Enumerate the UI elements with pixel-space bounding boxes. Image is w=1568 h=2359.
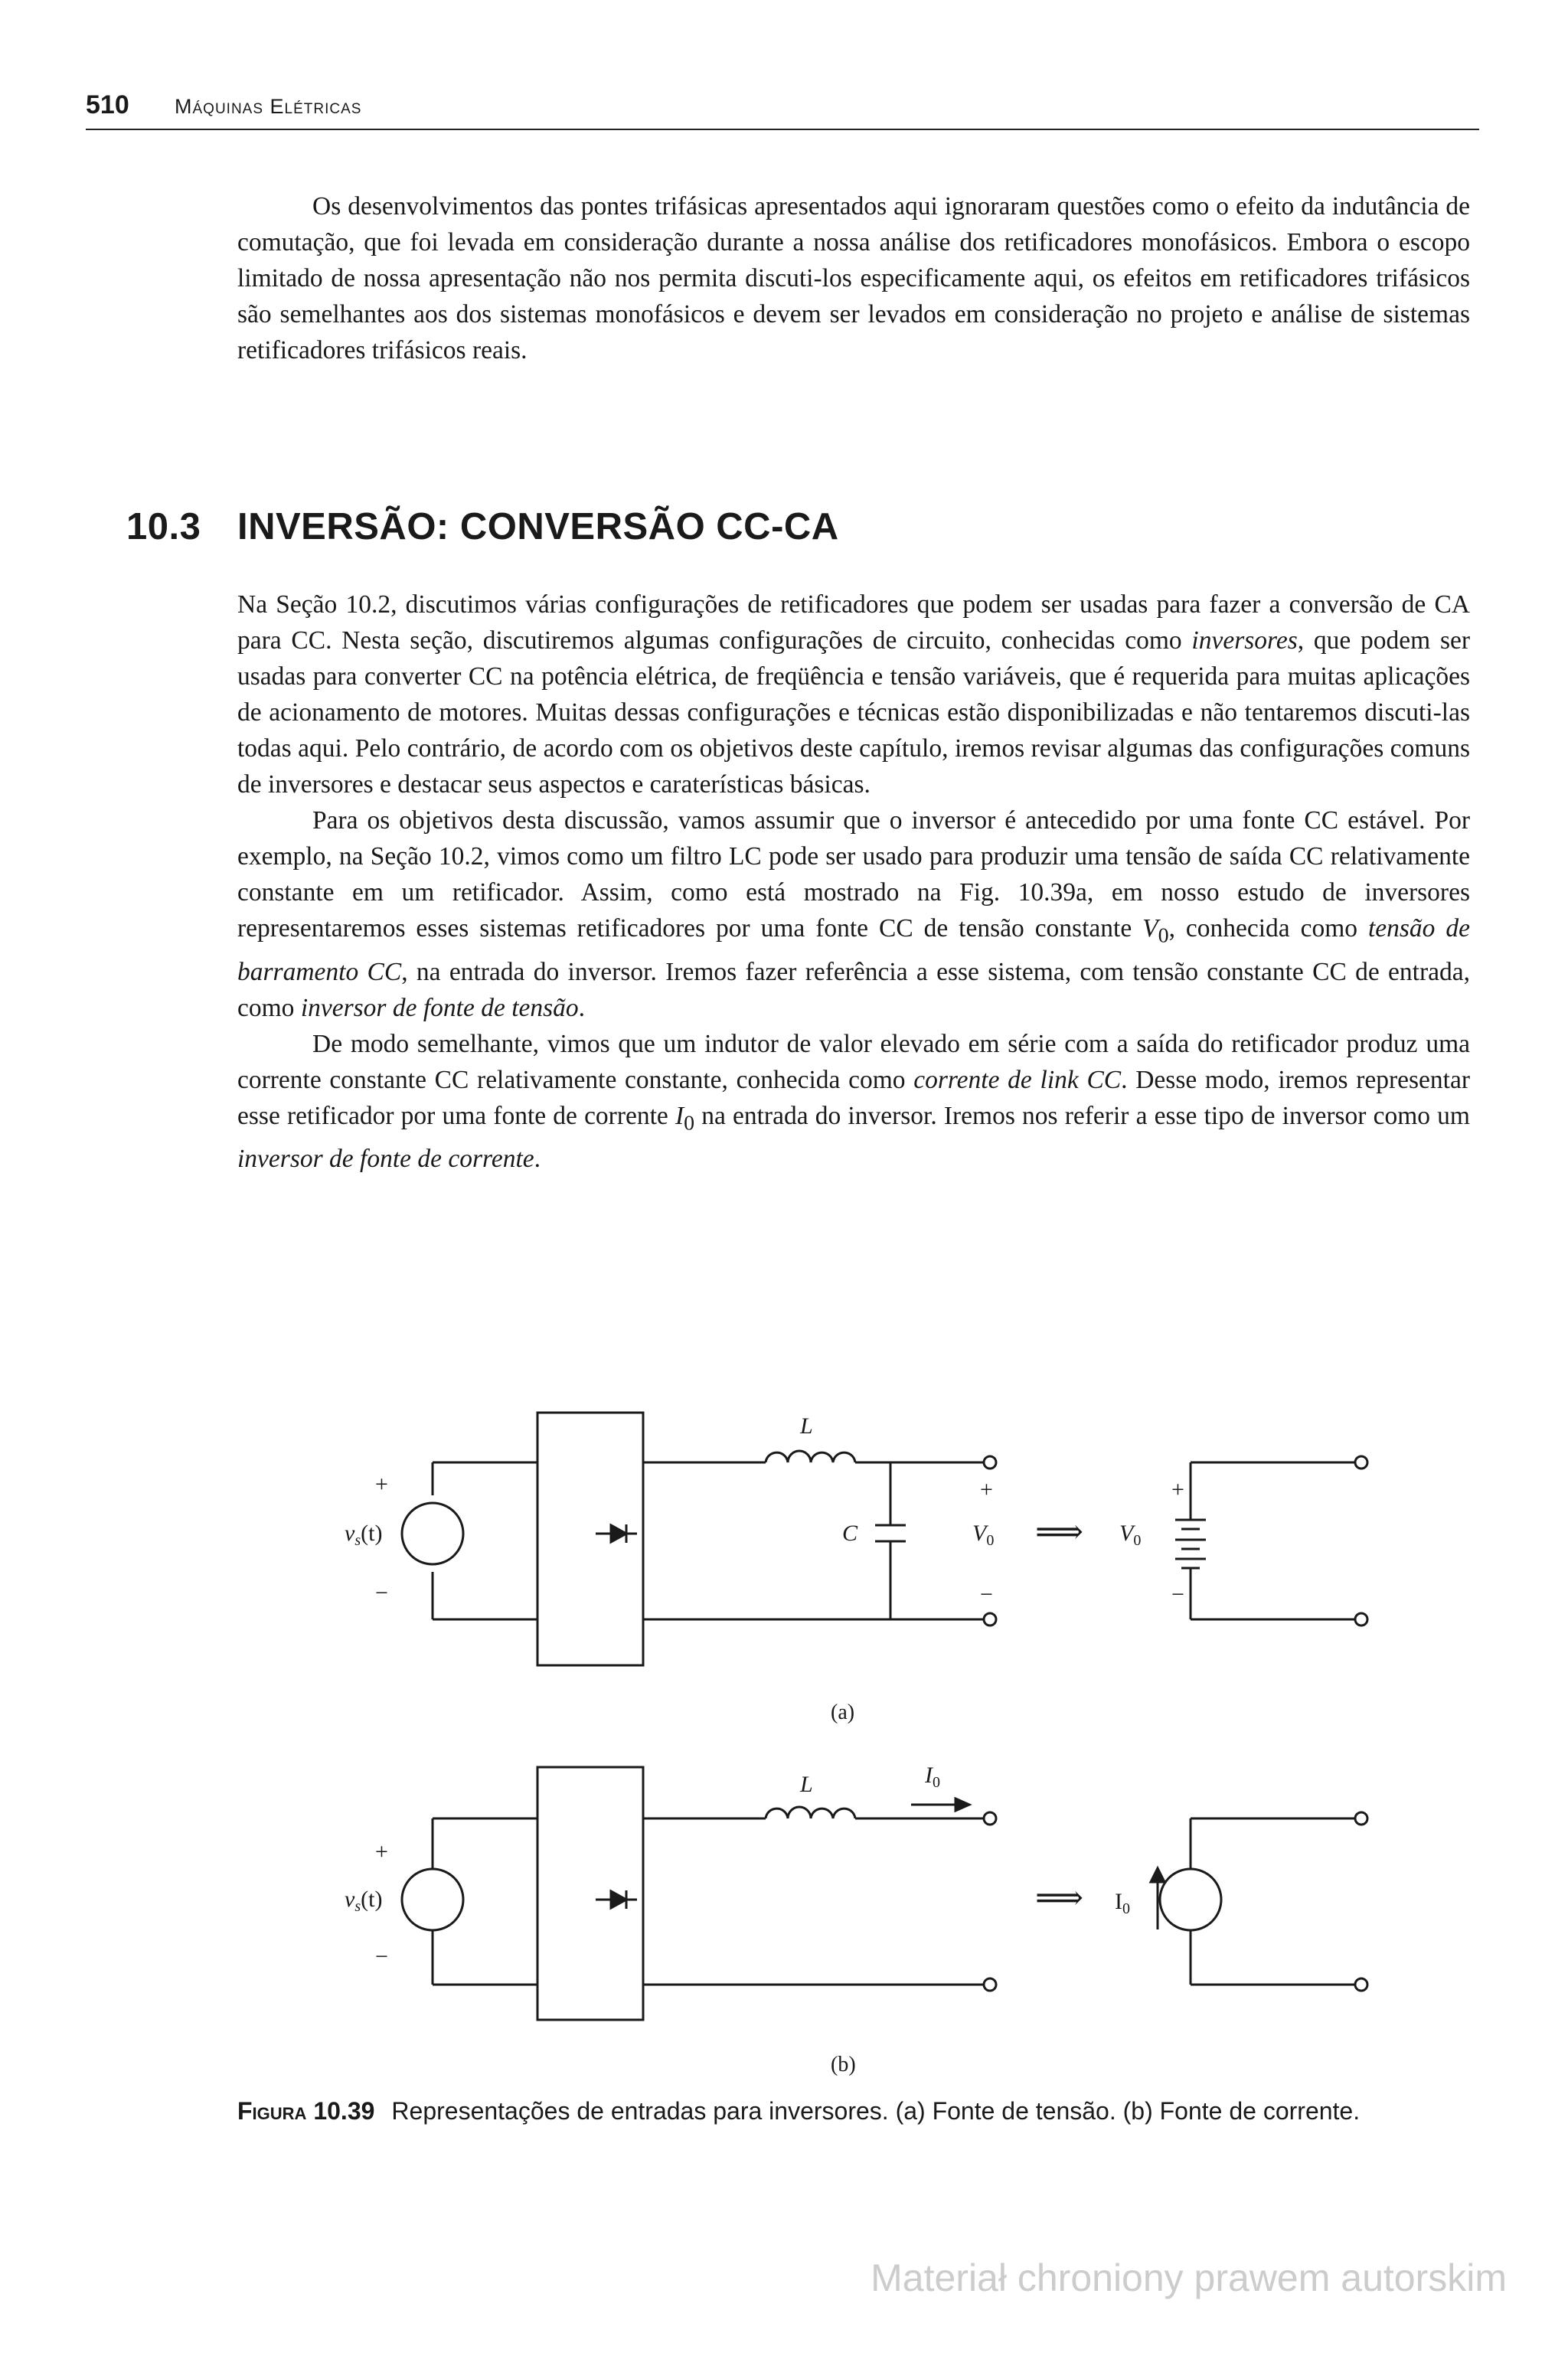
section-number: 10.3 [126,506,201,547]
p3-term-fonte-corrente: inversor de fonte de corrente [237,1145,534,1174]
plus-a: + [375,1472,388,1497]
p2-term-barramento: tensão de barramento CC [237,914,1470,986]
p2-term-fonte-tensao: inversor de fonte de tensão [300,993,579,1022]
caption-text: Representações de entradas para inversores. (a) Fonte de tensão. (b) Fonte de corrente. [391,2097,1361,2125]
plus-out-a: + [980,1477,993,1502]
capacitor-a [875,1525,906,1541]
current-i0-arrow-icon [911,1799,969,1811]
running-head: Máquinas Elétricas [175,95,362,118]
capacitor-label-a: C [842,1521,858,1546]
subfigure-label-b: (b) [831,2053,856,2076]
i0-label-b: $I_0$ [925,1763,940,1791]
watermark: Materiał chroniony prawem autorskim [871,2256,1507,2299]
p2-text-b: , conhecida como [1168,914,1368,943]
v0-battery-label-a: $V_0$ [1119,1521,1142,1549]
caption-label: Figura 10.39 [237,2097,375,2125]
v0-label-a: $V_0$ [972,1521,995,1549]
implies-arrow-b: ⟹ [1035,1879,1084,1916]
diode-icon [596,1524,637,1543]
p3-term-link: corrente de link CC [913,1065,1122,1094]
ac-source-a [402,1503,463,1564]
p2-text-c: , na entrada do inversor. Iremos fazer referência a esse sistema, com tensão constante CC de entrada, como [237,957,1470,1022]
inductor-label-b: L [800,1772,813,1797]
p3-symbol-sub: 0 [684,1111,695,1135]
implies-arrow-a: ⟹ [1035,1513,1084,1550]
i0-source-label-b: $I_0$ [1115,1889,1130,1917]
terminal-a1 [984,1456,996,1469]
vs-label-a: $v_s(t)$ [345,1521,383,1549]
terminal-b3 [1355,1812,1367,1825]
p1-text-b: , que podem ser usadas para converter CC na potência elétrica, de freqüência e tensão variáveis, que é requerida para muitas aplicações de acionamento de motores. Muitas dessas configurações e técnicas estão disponibilizadas e não tentaremos discuti-las todas aqui. Pelo contrário, de acordo com os objetivos deste capítulo, iremos revisar algumas das configurações comuns de inversores e destacar seus aspectos e caraterísticas básicas. [237,626,1470,799]
p3-text-c: na entrada do inversor. Iremos nos referir a esse tipo de inversor como um [694,1101,1470,1130]
terminal-b4 [1355,1978,1367,1991]
p3-text-a: De modo semelhante, vimos que um indutor de valor elevado em série com a saída do retificador produz uma corrente constante CC relativamente constante, conhecida como [237,1029,1470,1094]
p2-text-a: Para os objetivos desta discussão, vamos assumir que o inversor é antecedido por uma fonte CC estável. Por exemplo, na Seção 10.2, vimos como um filtro LC pode ser usado para produzir uma tensão de saída CC relativamente constante em um retificador. Assim, como está mostrado na Fig. 10.39a, em nosso estudo de inversores representaremos esses sistemas retificadores por uma fonte CC de tensão constante [237,806,1470,943]
plus-b: + [375,1839,388,1864]
dc-battery-a [1175,1520,1206,1568]
p3-symbol-i: I [675,1101,684,1130]
inductor-label-a: L [800,1413,813,1439]
inductor-b [766,1807,855,1818]
inductor-a [766,1451,855,1462]
terminal-b1 [984,1812,996,1825]
p3-text-d: . [534,1145,541,1174]
terminal-a2 [984,1613,996,1625]
section-title: INVERSÃO: CONVERSÃO CC-CA [237,506,839,547]
minus-b: − [375,1944,388,1969]
p2-symbol-v: V [1142,914,1158,943]
plus-battery-a: + [1171,1477,1184,1502]
minus-a: − [375,1580,388,1606]
circuit-b-wiring [433,1818,1355,1985]
p1-text-a: Na Seção 10.2, discutimos várias configurações de retificadores que podem ser usadas para fazer a conversão de CA para CC. Nesta seção, discutiremos algumas configurações de circuito, conhecidas como [237,590,1470,655]
p2-text-d: . [578,993,586,1022]
minus-battery-a: − [1171,1582,1184,1607]
page-number: 510 [86,90,129,119]
current-arrow-icon [1151,1868,1165,1929]
ac-source-b [402,1869,463,1930]
intro-paragraph: Os desenvolvimentos das pontes trifásicas apresentados aqui ignoraram questões como o efeito da indutância de comutação, que foi levada em consideração durante a nossa análise dos retificadores monofásicos. Embora o escopo limitado de nossa apresentação não nos permita discuti-los especificamente aqui, os efeitos em retificadores trifásicos são semelhantes aos dos sistemas monofásicos e devem ser levados em consideração no projeto e análise de sistemas retificadores trifásicos reais. [237,192,1470,364]
terminal-b2 [984,1978,996,1991]
figure-caption [237,2094,1470,2128]
vs-label-b: $v_s(t)$ [345,1887,383,1915]
subfigure-label-a: (a) [831,1701,855,1724]
p2-symbol-sub: 0 [1158,923,1169,948]
terminal-a3 [1355,1456,1367,1469]
terminal-a4 [1355,1613,1367,1625]
minus-out-a: − [980,1582,993,1607]
diode-icon [596,1890,637,1909]
p3-text-b: . Desse modo, iremos representar esse retificador por uma fonte de corrente [237,1065,1470,1130]
current-source-b [1160,1869,1221,1930]
p1-term-inversores: inversores [1191,626,1298,655]
